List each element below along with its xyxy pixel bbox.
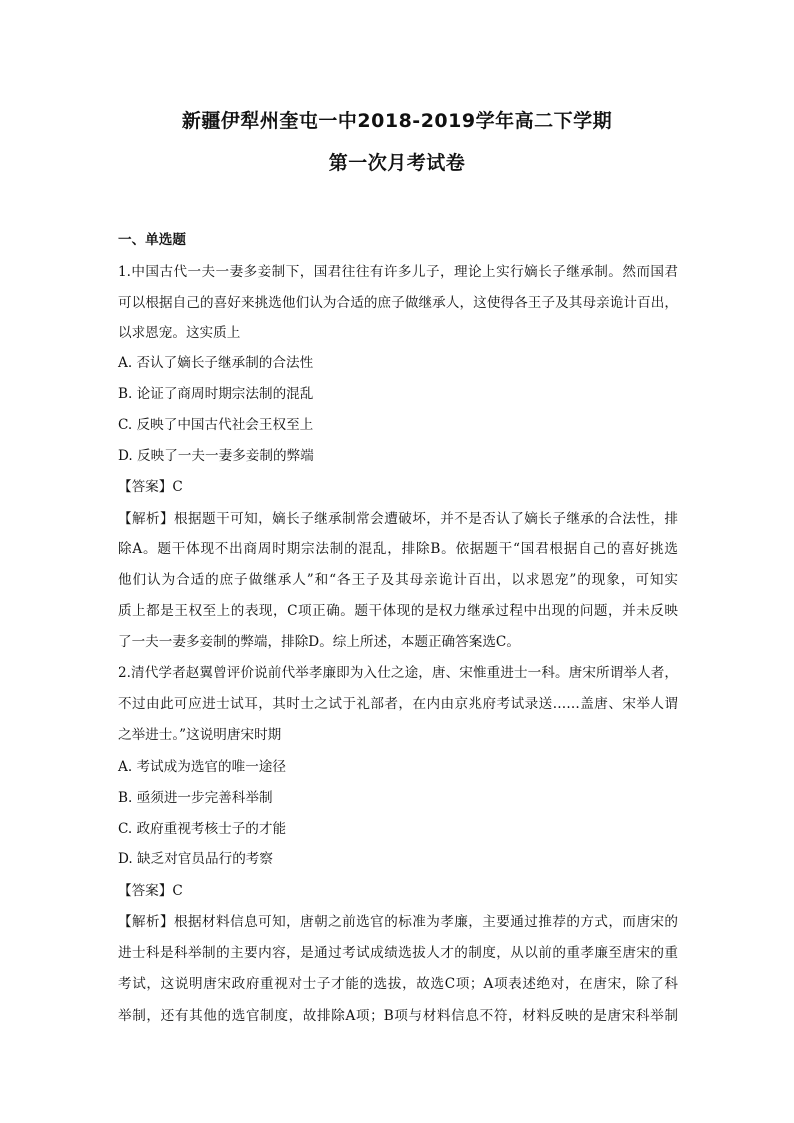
section-heading: 一、单选题 [118,232,186,248]
q2-stem-line: 不过由此可应进士试耳，其时士之试于礼部者，在内由京兆府考试录送……盖唐、宋举人谓 [118,696,678,712]
q1-stem-line: 1.中国古代一夫一妻多妾制下，国君往往有许多儿子，理论上实行嫡长子继承制。然而国君 [118,264,678,280]
q1-answer: 【答案】C [118,479,183,495]
q2-option-b: B. 亟须进一步完善科举制 [118,790,273,806]
q1-stem-line: 以求恩宠。这实质上 [118,325,241,341]
q2-analysis-line: 举制，还有其他的选官制度，故排除A项；B项与材料信息不符，材料反映的是唐宋科举制 [118,1008,678,1024]
q2-analysis-line: 进士科是科举制的主要内容，是通过考试成绩选拔人才的制度，从以前的重孝廉至唐宋的重 [118,945,678,961]
q2-analysis-line: 考试，这说明唐宋政府重视对士子才能的选拔，故选C项；A项表述绝对，在唐宋，除了科 [118,976,678,992]
q2-option-d: D. 缺乏对官员品行的考察 [118,851,273,867]
q2-answer: 【答案】C [118,883,183,899]
q1-option-b: B. 论证了商周时期宗法制的混乱 [118,386,314,402]
q2-option-a: A. 考试成为选官的唯一途径 [118,759,286,775]
q2-stem-line: 2.清代学者赵翼曾评价说前代举孝廉即为入仕之途，唐、宋惟重进士一科。唐宋所谓举人者， [118,665,678,681]
q1-option-c: C. 反映了中国古代社会王权至上 [118,417,314,433]
q1-analysis-line: 质上都是王权至上的表现，C项正确。题干体现的是权力继承过程中出现的问题，并未反映 [118,603,678,619]
q2-analysis-line: 【解析】根据材料信息可知，唐朝之前选官的标准为孝廉，主要通过推荐的方式，而唐宋的 [118,914,678,930]
q2-stem-line: 之举进士。”这说明唐宋时期 [118,727,282,743]
q1-analysis-line: 他们认为合适的庶子做继承人”和“各王子及其母亲诡计百出，以求恩宠”的现象，可知实 [118,572,678,588]
q1-analysis-line: 了一夫一妻多妾制的弊端，排除D。综上所述，本题正确答案选C。 [118,634,520,650]
q1-stem-line: 可以根据自己的喜好来挑选他们认为合适的庶子做继承人，这使得各王子及其母亲诡计百出， [118,295,678,311]
q2-option-c: C. 政府重视考核士子的才能 [118,821,287,837]
q1-analysis-line: 【解析】根据题干可知，嫡长子继承制常会遭破坏，并不是否认了嫡长子继承的合法性，排 [118,511,678,527]
q1-option-d: D. 反映了一夫一妻多妾制的弊端 [118,448,314,464]
exam-title-line2: 第一次月考试卷 [328,152,466,174]
q1-option-a: A. 否认了嫡长子继承制的合法性 [118,355,314,371]
q1-analysis-line: 除A。题干体现不出商周时期宗法制的混乱，排除B。依据题干“国君根据自己的喜好挑选 [118,541,678,557]
exam-title-line1: 新疆伊犁州奎屯一中2018-2019学年高二下学期 [181,110,613,132]
